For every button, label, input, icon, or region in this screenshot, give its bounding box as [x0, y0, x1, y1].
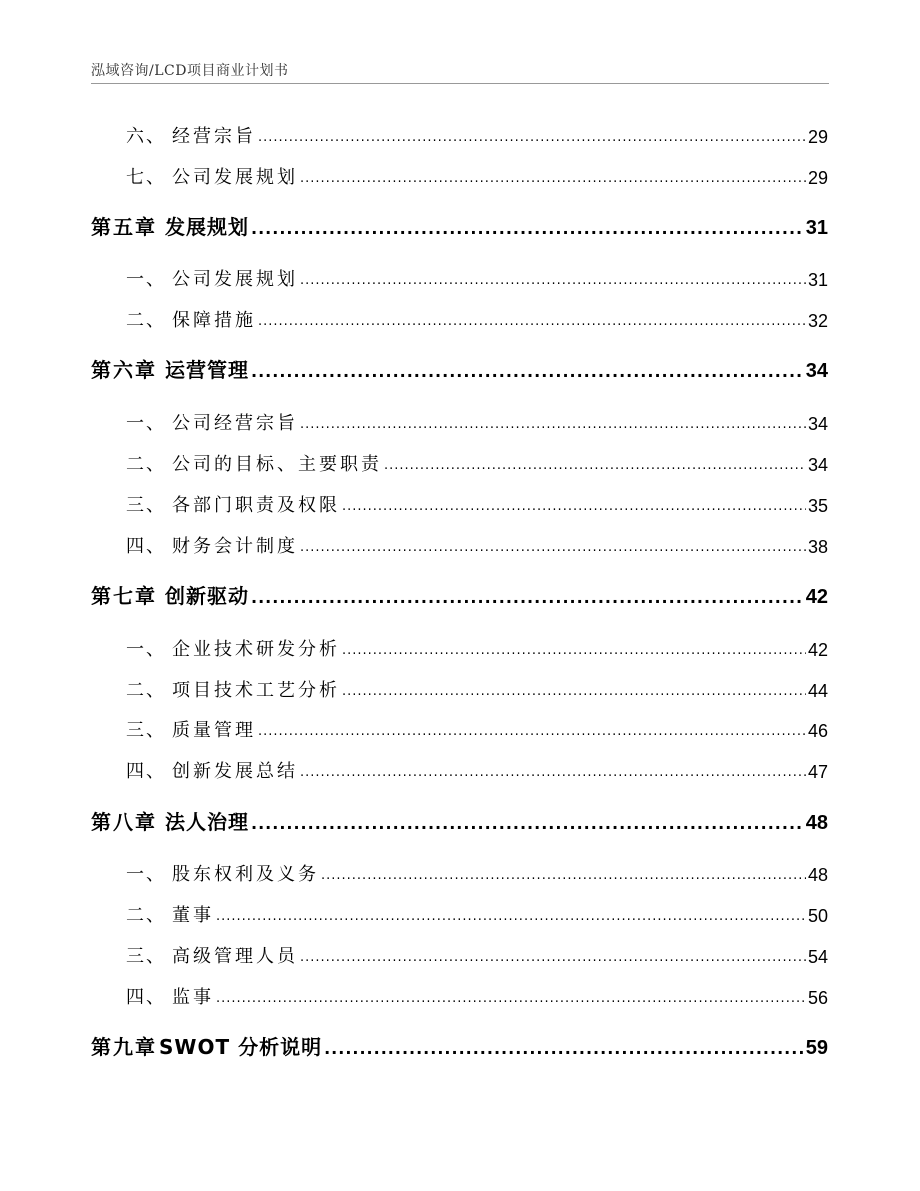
toc-entry-title: 董事 [172, 905, 214, 926]
toc-chapter[interactable] [91, 809, 828, 835]
toc-leader-dots [251, 590, 804, 609]
toc-chapter-page: 59 [805, 1037, 828, 1059]
toc-entry[interactable] [126, 265, 828, 291]
toc-leader-dots [216, 910, 806, 927]
toc-chapter-number: 第六章 [91, 358, 157, 382]
toc-entry-page: 56 [807, 988, 828, 1008]
toc-leader-dots [216, 992, 806, 1009]
toc-leader-dots [384, 459, 806, 476]
toc-leader-dots [251, 816, 804, 835]
toc-entry-title: 监事 [172, 987, 214, 1008]
toc-entry-title: 质量管理 [172, 720, 256, 741]
toc-entry-number: 二、 [126, 454, 166, 475]
toc-entry-title: 财务会计制度 [172, 536, 298, 557]
toc-leader-dots [342, 500, 806, 517]
toc-entry-title: 股东权利及义务 [172, 864, 319, 885]
toc-entry-number: 二、 [126, 680, 166, 701]
toc-entry-page: 44 [807, 681, 828, 701]
toc-entry-title: 公司的目标、主要职责 [172, 454, 382, 475]
toc-entry[interactable] [126, 532, 828, 558]
toc-entry-page: 38 [807, 537, 828, 557]
toc-chapter-page: 34 [805, 360, 828, 382]
toc-entry[interactable] [126, 122, 828, 148]
toc-entry-number: 四、 [126, 536, 166, 557]
toc-entry-number: 三、 [126, 946, 166, 967]
toc-entry-number: 二、 [126, 905, 166, 926]
toc-entry-title: 企业技术研发分析 [172, 639, 340, 660]
toc-entry[interactable] [126, 716, 828, 742]
toc-entry-number: 四、 [126, 987, 166, 1008]
toc-entry-number: 一、 [126, 864, 166, 885]
toc-entry-page: 54 [807, 947, 828, 967]
toc-entry[interactable] [126, 450, 828, 476]
toc-chapter-title: 法人治理 [165, 810, 249, 834]
toc-entry-page: 32 [807, 311, 828, 331]
toc-entry[interactable] [126, 942, 828, 968]
toc-entry-number: 七、 [126, 167, 166, 188]
toc-leader-dots [342, 685, 806, 702]
toc-entry-page: 42 [807, 640, 828, 660]
toc-entry-number: 一、 [126, 413, 166, 434]
toc-entry-number: 三、 [126, 720, 166, 741]
toc-entry[interactable] [126, 635, 828, 661]
toc-entry-title: 保障措施 [172, 310, 256, 331]
toc-leader-dots [258, 131, 806, 148]
toc-entry-number: 一、 [126, 639, 166, 660]
toc-leader-dots [300, 418, 806, 435]
toc-leader-dots [251, 221, 804, 240]
toc-entry-title: 创新发展总结 [172, 761, 298, 782]
toc-entry[interactable] [126, 163, 828, 189]
toc-entry-page: 31 [807, 270, 828, 290]
toc-entry[interactable] [126, 306, 828, 332]
toc-leader-dots [258, 315, 806, 332]
toc-chapter-page: 48 [805, 812, 828, 834]
toc-chapter-page: 42 [805, 586, 828, 608]
toc-entry-page: 29 [807, 127, 828, 147]
toc-leader-dots [300, 766, 806, 783]
toc-chapter-number: 第五章 [91, 215, 157, 239]
toc-chapter-title: 创新驱动 [165, 584, 249, 608]
toc-chapter[interactable] [91, 1034, 828, 1060]
toc-chapter[interactable] [91, 583, 828, 609]
toc-entry-number: 三、 [126, 495, 166, 516]
toc-chapter-number: 第九章 [91, 1035, 157, 1059]
toc-entry-title: 经营宗旨 [172, 126, 256, 147]
toc-leader-dots [258, 725, 806, 742]
toc-chapter-page: 31 [805, 217, 828, 239]
toc-entry-title: 公司发展规划 [172, 269, 298, 290]
toc-leader-dots [300, 274, 806, 291]
toc-entry-title: 公司发展规划 [172, 167, 298, 188]
toc-entry-page: 50 [807, 906, 828, 926]
toc-entry-title: 高级管理人员 [172, 946, 298, 967]
toc-leader-dots [324, 1041, 804, 1060]
toc-leader-dots [300, 951, 806, 968]
page-header: 泓域咨询/LCD项目商业计划书 [91, 63, 289, 79]
toc-leader-dots [300, 172, 806, 189]
toc-chapter-title: 运营管理 [165, 358, 249, 382]
toc-entry-number: 四、 [126, 761, 166, 782]
toc-entry-page: 34 [807, 455, 828, 475]
toc-entry-page: 46 [807, 721, 828, 741]
toc-entry[interactable] [126, 983, 828, 1009]
toc-chapter-title: SWOT 分析说明 [159, 1035, 323, 1059]
toc-chapter-number: 第七章 [91, 584, 157, 608]
toc-leader-dots [300, 541, 806, 558]
toc-entry-page: 35 [807, 496, 828, 516]
toc-chapter-number: 第八章 [91, 810, 157, 834]
toc-entry[interactable] [126, 860, 828, 886]
toc-chapter[interactable] [91, 357, 828, 383]
toc-entry-number: 六、 [126, 126, 166, 147]
toc-entry-page: 48 [807, 865, 828, 885]
toc-entry-page: 47 [807, 762, 828, 782]
toc-leader-dots [251, 364, 804, 383]
toc-chapter-title: 发展规划 [165, 215, 249, 239]
toc-entry[interactable] [126, 676, 828, 702]
toc-entry-number: 一、 [126, 269, 166, 290]
toc-chapter[interactable] [91, 214, 828, 240]
toc-entry[interactable] [126, 757, 828, 783]
toc-entry[interactable] [126, 491, 828, 517]
toc-entry-title: 各部门职责及权限 [172, 495, 340, 516]
header-divider [91, 83, 829, 84]
toc-entry[interactable] [126, 901, 828, 927]
toc-entry-title: 公司经营宗旨 [172, 413, 298, 434]
toc-entry-number: 二、 [126, 310, 166, 331]
toc-entry-title: 项目技术工艺分析 [172, 680, 340, 701]
toc-entry-page: 29 [807, 168, 828, 188]
toc-entry[interactable] [126, 409, 828, 435]
toc-entry-page: 34 [807, 414, 828, 434]
toc-leader-dots [321, 869, 806, 886]
toc-leader-dots [342, 644, 806, 661]
